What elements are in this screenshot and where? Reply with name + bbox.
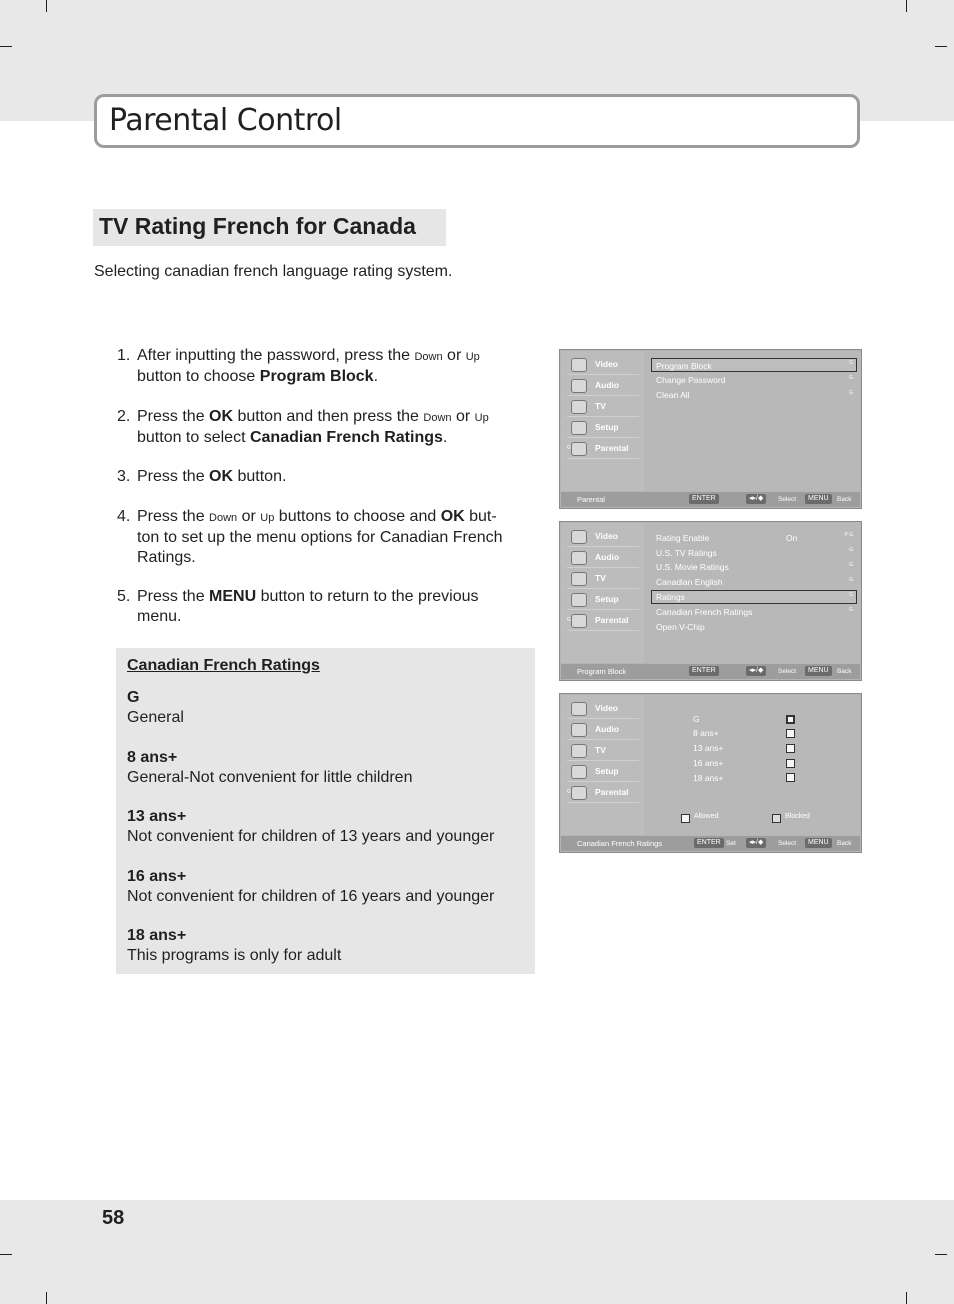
arrow-keys-icon: ◂▸/◆ <box>746 666 766 676</box>
arrow-keys-icon: ◂▸/◆ <box>746 494 766 504</box>
osd-menu-parental[interactable] <box>567 439 639 459</box>
osd-menu-parental[interactable] <box>567 611 639 631</box>
back-label: Back <box>837 496 852 503</box>
step-3 <box>117 467 517 487</box>
rating-desc: General-Not convenient for little children <box>127 768 413 786</box>
osd-option[interactable]: Clean All <box>656 390 690 400</box>
osd-bottom-title: Canadian French Ratings <box>577 839 663 848</box>
osd-g-mark: G <box>849 390 853 396</box>
osd-menu-tv[interactable] <box>567 741 639 761</box>
osd-menu-tv[interactable] <box>567 397 639 417</box>
tv-icon <box>571 400 587 414</box>
allowed-legend-box <box>681 814 690 823</box>
osd-options-pane <box>646 351 861 491</box>
step-number: 1. <box>117 347 131 364</box>
setup-icon <box>571 765 587 779</box>
instruction-steps <box>117 346 517 647</box>
osd-option[interactable]: Rating Enable <box>656 533 710 543</box>
osd-side-menu <box>561 523 645 663</box>
osd-menu-label: Video <box>595 531 618 541</box>
back-label: Back <box>837 840 852 847</box>
rating-name: 8 ans+ <box>127 748 178 766</box>
crop-mark <box>0 1254 12 1255</box>
osd-pg-mark: P G <box>844 532 853 538</box>
lock-icon <box>772 814 781 823</box>
chapter-title: Parental Control <box>109 103 342 138</box>
rating-item <box>127 688 535 728</box>
bottom-band <box>0 1200 954 1304</box>
osd-menu-video[interactable] <box>567 699 639 719</box>
osd-level: 13 ans+ <box>693 743 724 753</box>
step-1 <box>117 346 517 387</box>
osd-g-mark: G <box>567 789 571 795</box>
audio-icon <box>571 379 587 393</box>
menu-key: MENU <box>805 666 832 676</box>
parental-icon <box>571 614 587 628</box>
menu-key: MENU <box>805 838 832 848</box>
crop-mark <box>906 1292 907 1304</box>
audio-icon <box>571 551 587 565</box>
osd-menu-setup[interactable] <box>567 418 639 438</box>
osd-menu-label: Parental <box>595 615 629 625</box>
ratings-box-title: Canadian French Ratings <box>127 657 320 674</box>
rating-desc: Not convenient for children of 13 years and younger <box>127 828 495 845</box>
osd-level: 8 ans+ <box>693 728 719 738</box>
select-label: Select <box>778 496 797 503</box>
osd-menu-parental[interactable] <box>567 783 639 803</box>
rating-item <box>127 807 535 847</box>
rating-item <box>127 926 535 966</box>
osd-menu-video[interactable] <box>567 527 639 547</box>
osd-menu-setup[interactable] <box>567 762 639 782</box>
osd-menu-tv[interactable] <box>567 569 639 589</box>
osd-level: G <box>693 714 700 724</box>
osd-menu-audio[interactable] <box>567 376 639 396</box>
osd-options-pane <box>646 523 861 663</box>
rating-name: G <box>127 689 140 706</box>
video-icon <box>571 702 587 716</box>
step-text: Press the OK button and then press the Down or Up button to select Canadian French Ratings. <box>137 407 489 446</box>
crop-mark <box>0 46 12 47</box>
osd-menu-video[interactable] <box>567 355 639 375</box>
osd-menu-label: Audio <box>595 380 620 390</box>
set-label: Set <box>726 840 736 847</box>
osd-options-pane <box>646 695 861 835</box>
osd-g-mark: G <box>567 445 571 451</box>
osd-g-mark: G <box>849 547 853 553</box>
osd-menu-label: Parental <box>595 443 629 453</box>
osd-option[interactable]: Ratings <box>656 592 685 602</box>
rating-item <box>127 748 535 788</box>
parental-icon <box>571 442 587 456</box>
block-checkbox[interactable] <box>786 729 795 738</box>
tv-icon <box>571 572 587 586</box>
osd-menu-label: Setup <box>595 422 619 432</box>
video-icon <box>571 530 587 544</box>
block-checkbox[interactable] <box>786 744 795 753</box>
osd-option[interactable]: Open V-Chip <box>656 622 705 632</box>
osd-option[interactable]: Change Password <box>656 375 726 385</box>
osd-bottom-bar <box>561 836 860 851</box>
crop-mark <box>935 46 947 47</box>
osd-bottom-title: Program Block <box>577 667 627 676</box>
rating-item <box>127 867 535 907</box>
osd-g-mark: G <box>849 562 853 568</box>
osd-option[interactable]: Canadian French Ratings <box>656 607 753 617</box>
step-number: 2. <box>117 407 131 425</box>
osd-level: 16 ans+ <box>693 758 724 768</box>
osd-g-mark: G <box>849 375 853 381</box>
block-checkbox[interactable] <box>786 759 795 768</box>
osd-menu-label: Audio <box>595 552 620 562</box>
osd-option-value: On <box>786 533 798 543</box>
step-4 <box>117 507 517 568</box>
osd-g-mark: G <box>567 617 571 623</box>
osd-g-mark: G <box>849 360 853 366</box>
rating-name: 18 ans+ <box>127 927 187 944</box>
step-number: 4. <box>117 507 131 525</box>
osd-screen-program-block <box>559 521 862 681</box>
arrow-keys-icon: ◂▸/◆ <box>746 838 766 848</box>
osd-g-mark: G <box>849 607 853 613</box>
osd-side-menu <box>561 351 645 491</box>
enter-key: ENTER <box>689 666 719 676</box>
rating-desc: This programs is only for adult <box>127 947 342 964</box>
step-5 <box>117 587 517 627</box>
step-text: After inputting the password, press the Down or Up button to choose Program Block. <box>137 347 480 385</box>
osd-side-menu <box>561 695 645 835</box>
back-label: Back <box>837 668 852 675</box>
ratings-info-box <box>116 648 535 974</box>
osd-level: 18 ans+ <box>693 773 724 783</box>
step-number: 5. <box>117 588 131 605</box>
select-label: Select <box>778 840 797 847</box>
osd-menu-label: Video <box>595 359 618 369</box>
intro-text: Selecting canadian french language rating system. <box>94 263 453 280</box>
osd-option[interactable]: Program Block <box>656 361 712 371</box>
allowed-label: Allowed <box>694 813 719 820</box>
osd-option[interactable]: U.S. TV Ratings <box>656 548 717 558</box>
crop-mark <box>906 0 907 12</box>
crop-mark <box>935 1254 947 1255</box>
rating-name: 13 ans+ <box>127 808 187 825</box>
setup-icon <box>571 421 587 435</box>
osd-bottom-title: Parental <box>577 495 605 504</box>
osd-option[interactable]: U.S. Movie Ratings <box>656 562 729 572</box>
osd-g-mark: G <box>849 592 853 598</box>
osd-menu-label: Setup <box>595 594 619 604</box>
rating-desc: Not convenient for children of 16 years and younger <box>127 887 495 905</box>
osd-g-mark: G <box>849 577 853 583</box>
blocked-label: Blocked <box>785 813 810 820</box>
osd-menu-label: Video <box>595 703 618 713</box>
setup-icon <box>571 593 587 607</box>
section-heading: TV Rating French for Canada <box>99 213 416 239</box>
step-2 <box>117 407 517 448</box>
chapter-title-box <box>94 94 860 148</box>
select-label: Select <box>778 668 797 675</box>
video-icon <box>571 358 587 372</box>
osd-menu-label: TV <box>595 745 606 755</box>
osd-bottom-bar <box>561 492 860 507</box>
enter-key: ENTER <box>689 494 719 504</box>
osd-menu-label: TV <box>595 573 606 583</box>
block-checkbox[interactable] <box>786 715 795 724</box>
section-heading-box <box>93 209 446 246</box>
tv-icon <box>571 744 587 758</box>
step-text: Press the MENU button to return to the previous menu. <box>137 588 479 625</box>
page-number: 58 <box>102 1207 125 1229</box>
block-checkbox[interactable] <box>786 773 795 782</box>
osd-menu-label: Parental <box>595 787 629 797</box>
osd-option[interactable]: Canadian English <box>656 577 723 587</box>
enter-key: ENTER <box>694 838 724 848</box>
osd-screen-canadian-french-ratings <box>559 693 862 853</box>
osd-menu-setup[interactable] <box>567 590 639 610</box>
rating-desc: General <box>127 709 184 726</box>
audio-icon <box>571 723 587 737</box>
step-text: Press the OK button. <box>137 468 287 485</box>
osd-menu-label: Setup <box>595 766 619 776</box>
step-number: 3. <box>117 468 131 485</box>
osd-bottom-bar <box>561 664 860 679</box>
crop-mark <box>46 1292 47 1304</box>
crop-mark <box>46 0 47 12</box>
osd-menu-label: TV <box>595 401 606 411</box>
osd-menu-label: Audio <box>595 724 620 734</box>
osd-screen-parental <box>559 349 862 509</box>
rating-name: 16 ans+ <box>127 867 187 885</box>
parental-icon <box>571 786 587 800</box>
osd-menu-audio[interactable] <box>567 720 639 740</box>
osd-menu-audio[interactable] <box>567 548 639 568</box>
menu-key: MENU <box>805 494 832 504</box>
step-text: Press the Down or Up buttons to choose and OK but-ton to set up the menu options for Canadian French Ratings. <box>137 507 503 566</box>
